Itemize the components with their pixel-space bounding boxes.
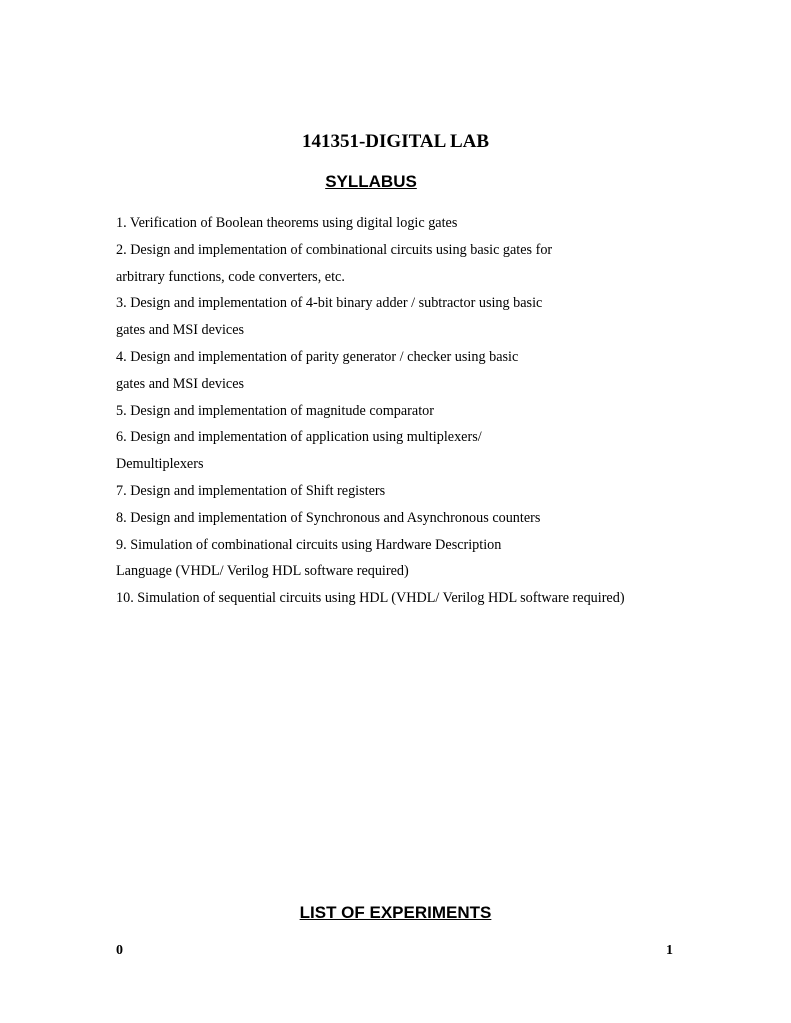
list-of-experiments-heading: LIST OF EXPERIMENTS: [299, 903, 492, 922]
syllabus-line: 2. Design and implementation of combinational circuits using basic gates for: [116, 241, 553, 258]
syllabus-line: 3. Design and implementation of 4-bit binary adder / subtractor using basic: [116, 295, 543, 312]
document-title: 141351-DIGITAL LAB: [301, 131, 490, 152]
syllabus-line: arbitrary functions, code converters, etc.: [116, 268, 345, 285]
page-number: 1: [666, 943, 673, 958]
syllabus-line: 4. Design and implementation of parity generator / checker using basic: [116, 348, 519, 365]
syllabus-line: Language (VHDL/ Verilog HDL software required): [116, 563, 409, 580]
syllabus-heading: SYLLABUS: [325, 172, 417, 191]
syllabus-line: 8. Design and implementation of Synchronous and Asynchronous counters: [116, 509, 541, 526]
syllabus-line: 5. Design and implementation of magnitude comparator: [116, 402, 434, 419]
syllabus-line: 6. Design and implementation of application using multiplexers/: [116, 429, 482, 446]
syllabus-line: gates and MSI devices: [116, 322, 245, 339]
syllabus-line: Demultiplexers: [116, 456, 204, 473]
syllabus-line: 7. Design and implementation of Shift registers: [116, 482, 386, 499]
syllabus-list: [116, 210, 756, 612]
footer-left-number: 0: [116, 943, 123, 958]
syllabus-line: gates and MSI devices: [116, 375, 245, 392]
syllabus-line: 9. Simulation of combinational circuits using Hardware Description: [116, 536, 502, 553]
syllabus-line: 1. Verification of Boolean theorems using digital logic gates: [116, 215, 458, 231]
syllabus-line: 10. Simulation of sequential circuits using HDL (VHDL/ Verilog HDL software required): [116, 590, 625, 607]
